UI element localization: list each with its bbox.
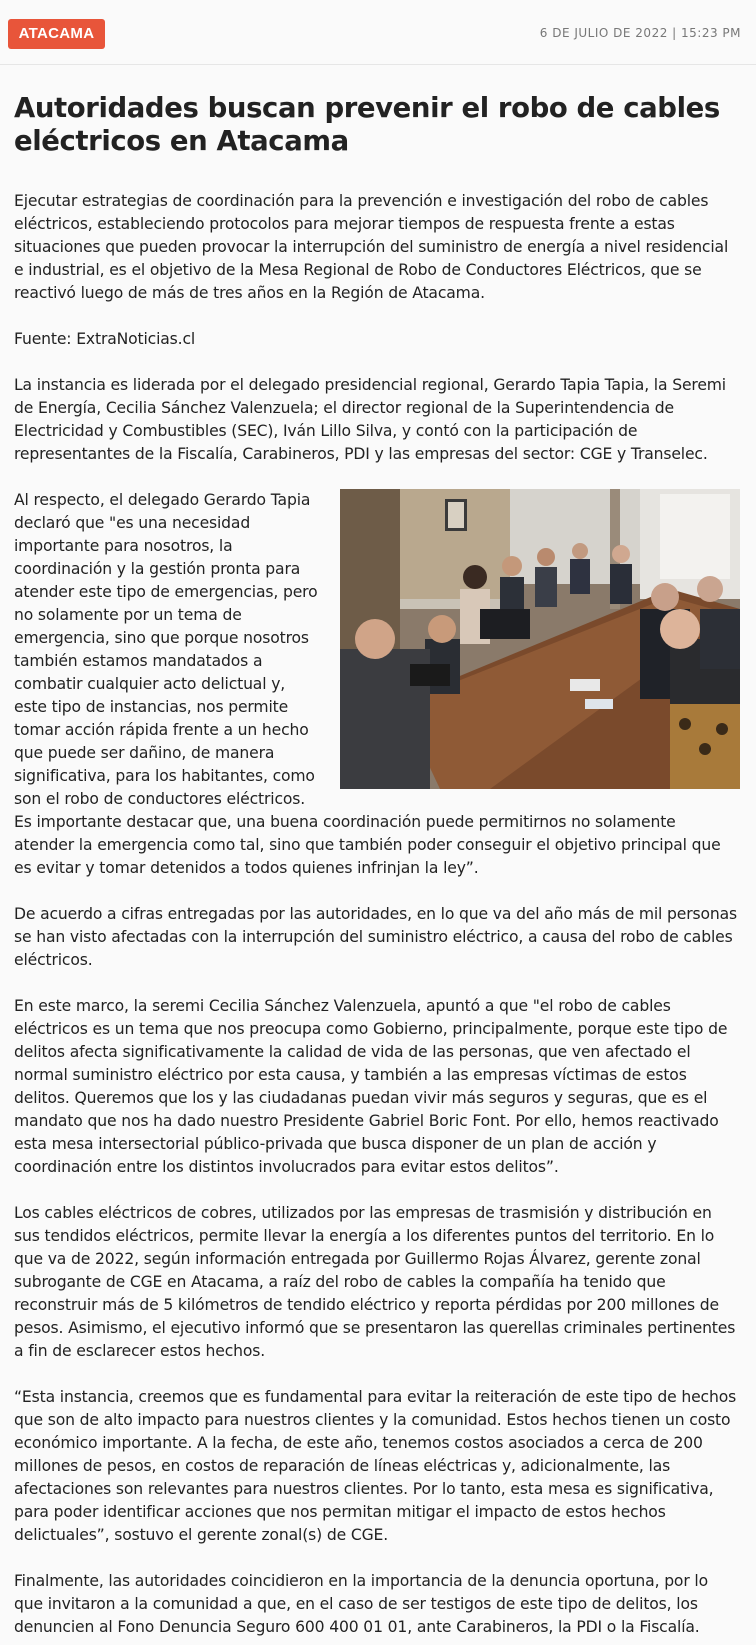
paragraph-delegate-quote: Al respecto, el delegado Gerardo Tapia declaró que "es una necesidad importante para nosotros, la coordinación y la gestión pronta para atender este tipo de emergencias, pero no solamente por un tema de emergencia, sino que porque nosotros también estamos mandatados a combatir cualquier acto delictual y, este tipo de instancias, nos permite tomar acción rápida frente a un hecho que puede ser dañino, de manera significativa, para los habitantes, como son el robo de conductores eléctricos. Es importante destacar que, una buena coordinación puede permitirnos no solamente atender la emergencia como tal, sino que también poder conseguir el objetivo principal que es evitar y tomar detenidos a todos quienes infrinjan la ley”. bbox=[14, 491, 721, 877]
paragraph-intro: Ejecutar estrategias de coordinación para la prevención e investigación del robo de cables eléctricos, estableciendo protocolos para mejorar tiempos de respuesta frente a estas situaciones que pueden provocar la interrupción del suministro de energía a nivel residencial e industrial, es el objetivo de la Mesa Regional de Robo de Conductores Eléctricos, que se reactivó luego de más de tres años en la Región de Atacama. bbox=[14, 192, 729, 302]
article-header-bar bbox=[0, 0, 756, 65]
paragraph-participants: La instancia es liderada por el delegado presidencial regional, Gerardo Tapia Tapia, la Seremi de Energía, Cecilia Sánchez Valenzuela; el director regional de la Superintendencia de Electricidad y Combustibles (SEC), Iván Lillo Silva, y contó con la participación de representantes de la Fiscalía, Carabineros, PDI y las empresas del sector: CGE y Transelec. bbox=[14, 376, 726, 463]
paragraph-source: Fuente: ExtraNoticias.cl bbox=[14, 330, 196, 348]
paragraph-cge-info: Los cables eléctricos de cobres, utilizados por las empresas de trasmisión y distribución en sus tendidos eléctricos, permite llevar la energía a los diferentes puntos del territorio. En lo que va de 2022, según información entregada por Guillermo Rojas Álvarez, gerente zonal subrogante de CGE en Atacama, a raíz del robo de cables la compañía ha tenido que reconstruir más de 5 kilómetros de tendido eléctrico y reporta pérdidas por 200 millones de pesos. Asimismo, el ejecutivo informó que se presentaron las querellas criminales pertinentes a fin de esclarecer estos hechos. bbox=[14, 1204, 736, 1360]
category-tag[interactable]: ATACAMA bbox=[8, 19, 105, 49]
article-body bbox=[14, 92, 740, 1639]
publish-date: 6 DE JULIO DE 2022 | 15:23 PM bbox=[539, 26, 741, 40]
paragraph-cge-quote: “Esta instancia, creemos que es fundamental para evitar la reiteración de este tipo de hechos que son de alto impacto para nuestros clientes y la comunidad. Estos hechos tienen un costo económico importante. A la fecha, de este año, tenemos costos asociados a cerca de 200 millones de pesos, en costos de reparación de líneas eléctricas y, adicionalmente, las afectaciones son relevantes para nuestros clientes. Por lo tanto, esta mesa es significativa, para poder identificar acciones que nos permitan mitigar el impacto de estos hechos delictuales”, sostuvo el gerente zonal(s) de CGE. bbox=[14, 1388, 737, 1544]
meeting-photo bbox=[340, 489, 740, 789]
paragraph-seremi-quote: En este marco, la seremi Cecilia Sánchez Valenzuela, apuntó a que "el robo de cables eléctricos es un tema que nos preocupa como Gobierno, principalmente, porque este tipo de delitos afecta significativamente la calidad de vida de las personas, que ven afectado el normal suministro eléctrico por esta causa, y también a las empresas víctimas de estos delitos. Queremos que los y las ciudadanas puedan vivir más seguros y seguras, que es el mandato que nos ha dado nuestro Presidente Gabriel Boric Font. Por ello, hemos reactivado esta mesa intersectorial público-privada que busca disponer de un plan de acción y coordinación entre los distintos involucrados para evitar estos delitos”. bbox=[14, 997, 728, 1176]
paragraph-closing: Finalmente, las autoridades coincidieron en la importancia de la denuncia oportuna, por lo que invitaron a la comunidad a que, en el caso de ser testigos de este tipo de delitos, los denuncien al Fono Denuncia Seguro 600 400 01 01, ante Carabineros, la PDI o la Fiscalía. bbox=[14, 1572, 708, 1636]
paragraph-with-photo-wrapper bbox=[14, 489, 740, 880]
article-title: Autoridades buscan prevenir el robo de cables eléctricos en Atacama bbox=[14, 92, 720, 157]
paragraph-figures: De acuerdo a cifras entregadas por las autoridades, en lo que va del año más de mil personas se han visto afectadas con la interrupción del suministro eléctrico, a causa del robo de cables eléctricos. bbox=[14, 905, 737, 969]
